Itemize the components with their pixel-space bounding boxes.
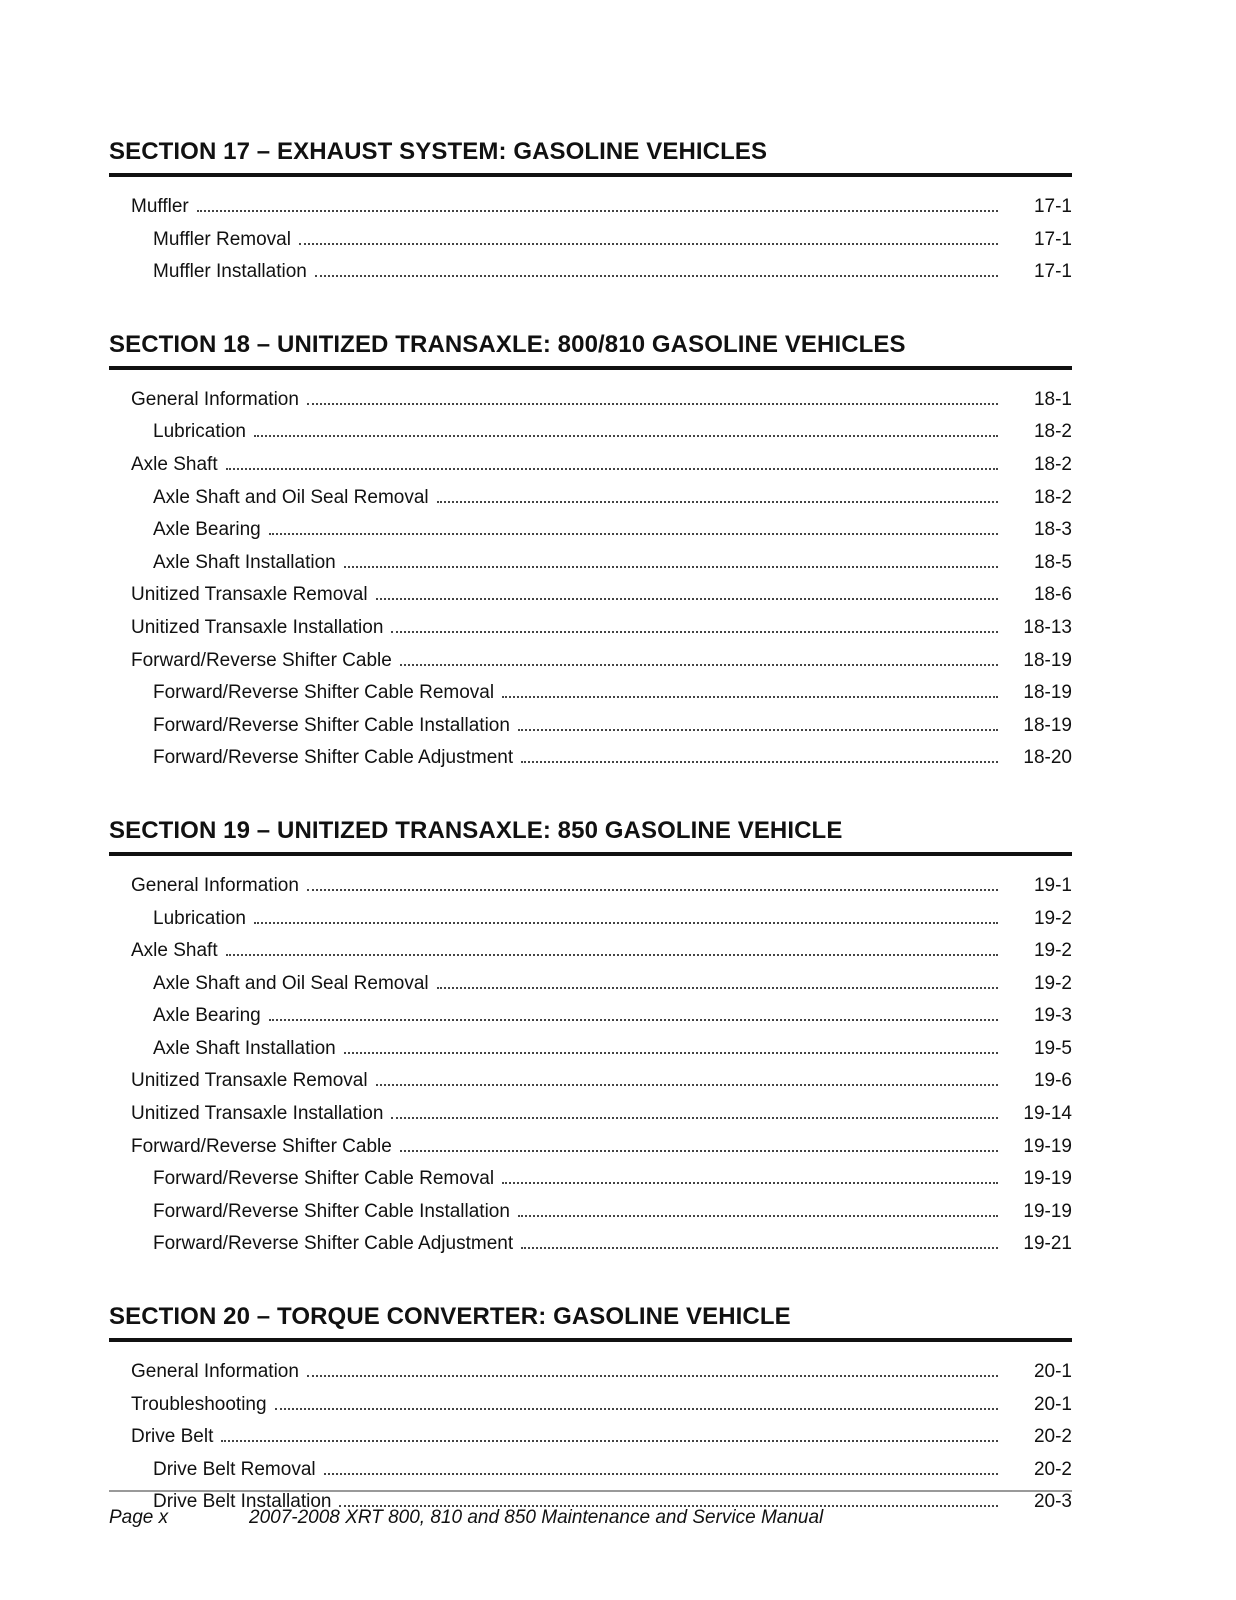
toc-entry-page-number: 17-1 [1033, 228, 1072, 250]
toc-entry-title: Forward/Reverse Shifter Cable Adjustment [153, 1233, 514, 1255]
dot-leader [344, 547, 998, 568]
toc-entry-title: Axle Shaft and Oil Seal Removal [153, 486, 429, 508]
toc-entry[interactable] [109, 1000, 1072, 1033]
toc-entry[interactable] [109, 482, 1072, 515]
toc-entry-page-number: 18-20 [1023, 747, 1072, 769]
toc-section [109, 327, 1072, 813]
toc-entry-title: Axle Shaft [131, 940, 218, 962]
toc-entry-page-number: 18-19 [1023, 714, 1072, 736]
dot-leader [502, 677, 998, 698]
toc-entry-page-number: 19-1 [1033, 874, 1072, 896]
toc-entry-page-number: 18-5 [1033, 551, 1072, 573]
dot-leader [521, 1228, 998, 1249]
toc-entry-page-number: 20-1 [1033, 1361, 1072, 1383]
toc-entry-page-number: 20-3 [1033, 1491, 1072, 1513]
toc-entry[interactable] [109, 416, 1072, 449]
toc-entry-page-number: 19-21 [1023, 1233, 1072, 1255]
toc-entry-title: General Information [131, 874, 299, 896]
toc-entry-page-number: 18-1 [1033, 388, 1072, 410]
toc-entry[interactable] [109, 547, 1072, 580]
footer-page-number: Page x [109, 1507, 169, 1528]
toc-entry[interactable] [109, 612, 1072, 645]
dot-leader [437, 968, 998, 989]
toc-entry[interactable] [109, 1131, 1072, 1164]
toc-entry-page-number: 18-3 [1033, 519, 1072, 541]
toc-entry-title: Axle Shaft and Oil Seal Removal [153, 972, 429, 994]
toc-entry-title: Axle Shaft Installation [153, 551, 336, 573]
toc-entry-page-number: 19-19 [1023, 1168, 1072, 1190]
toc-entry-page-number: 19-3 [1033, 1005, 1072, 1027]
dot-leader [400, 1131, 998, 1152]
toc-entry-page-number: 20-2 [1033, 1426, 1072, 1448]
toc-entry-title: General Information [131, 1361, 299, 1383]
dot-leader [226, 935, 998, 956]
toc-entry[interactable] [109, 968, 1072, 1001]
toc-entry-page-number: 19-2 [1033, 907, 1072, 929]
toc-entry[interactable] [109, 1228, 1072, 1261]
dot-leader [269, 514, 998, 535]
footer-manual-title: 2007-2008 XRT 800, 810 and 850 Maintenance and Service Manual [249, 1507, 824, 1528]
toc-entry-page-number: 19-19 [1023, 1200, 1072, 1222]
dot-leader [521, 742, 998, 763]
dot-leader [376, 1065, 998, 1086]
toc-entry-title: Forward/Reverse Shifter Cable Removal [153, 682, 495, 704]
section-heading: SECTION 17 – EXHAUST SYSTEM: GASOLINE VEHICLES [109, 134, 1072, 177]
toc-entry-page-number: 18-2 [1033, 453, 1072, 475]
toc-entry-title: Forward/Reverse Shifter Cable [131, 1135, 392, 1157]
toc-entry[interactable] [109, 1033, 1072, 1066]
toc-entry[interactable] [109, 1098, 1072, 1131]
toc-entry-list [109, 1342, 1072, 1533]
toc-entry[interactable] [109, 903, 1072, 936]
toc-entry[interactable] [109, 1454, 1072, 1487]
footer-divider [109, 1490, 1072, 1492]
toc-entry[interactable] [109, 870, 1072, 903]
toc-entry-page-number: 19-19 [1023, 1135, 1072, 1157]
toc-entry[interactable] [109, 1356, 1072, 1389]
toc-entry[interactable] [109, 449, 1072, 482]
dot-leader [344, 1033, 998, 1054]
toc-entry[interactable] [109, 384, 1072, 417]
toc-entry-title: Muffler Removal [153, 228, 291, 250]
toc-entry-page-number: 18-13 [1023, 616, 1072, 638]
dot-leader [275, 1389, 998, 1410]
toc-entry-page-number: 20-2 [1033, 1458, 1072, 1480]
toc-section [109, 1299, 1072, 1533]
toc-entry[interactable] [109, 579, 1072, 612]
toc-entry-title: Axle Shaft Installation [153, 1037, 336, 1059]
section-heading: SECTION 20 – TORQUE CONVERTER: GASOLINE VEHICLE [109, 1299, 1072, 1342]
section-heading: SECTION 18 – UNITIZED TRANSAXLE: 800/810 GASOLINE VEHICLES [109, 327, 1072, 370]
toc-entry[interactable] [109, 742, 1072, 775]
toc-entry-title: Drive Belt [131, 1426, 214, 1448]
toc-entry-title: Drive Belt Installation [153, 1491, 332, 1513]
dot-leader [391, 612, 998, 633]
section-heading: SECTION 19 – UNITIZED TRANSAXLE: 850 GASOLINE VEHICLE [109, 813, 1072, 856]
dot-leader [226, 449, 998, 470]
toc-entry[interactable] [109, 1389, 1072, 1422]
toc-entry-title: Forward/Reverse Shifter Cable Removal [153, 1168, 495, 1190]
dot-leader [376, 579, 998, 600]
toc-entry[interactable] [109, 1196, 1072, 1229]
dot-leader [518, 710, 998, 731]
toc-entry-list [109, 856, 1072, 1299]
dot-leader [197, 191, 998, 212]
toc-entry-title: Unitized Transaxle Removal [131, 584, 368, 606]
toc-entry-page-number: 19-5 [1033, 1037, 1072, 1059]
toc-entry-title: Lubrication [153, 421, 246, 443]
toc-entry-page-number: 17-1 [1033, 261, 1072, 283]
toc-entry-list [109, 370, 1072, 813]
toc-entry-title: Forward/Reverse Shifter Cable Installation [153, 1200, 510, 1222]
toc-entry[interactable] [109, 224, 1072, 257]
toc-entry-title: Forward/Reverse Shifter Cable Adjustment [153, 747, 514, 769]
toc-entry[interactable] [109, 1163, 1072, 1196]
toc-entry-page-number: 20-1 [1033, 1393, 1072, 1415]
toc-entry-title: Axle Shaft [131, 453, 218, 475]
dot-leader [307, 384, 998, 405]
toc-entry-page-number: 17-1 [1033, 196, 1072, 217]
toc-entry-title: Drive Belt Removal [153, 1458, 316, 1480]
toc-entry-title: Unitized Transaxle Installation [131, 1103, 384, 1125]
toc-entry-title: Axle Bearing [153, 519, 261, 541]
toc-entry[interactable] [109, 645, 1072, 678]
dot-leader [518, 1196, 998, 1217]
dot-leader [254, 416, 998, 437]
toc-entry-page-number: 18-19 [1023, 682, 1072, 704]
toc-entry-page-number: 19-2 [1033, 972, 1072, 994]
toc-section [109, 134, 1072, 327]
toc-entry-list [109, 177, 1072, 327]
toc-entry-page-number: 19-14 [1023, 1103, 1072, 1125]
dot-leader [307, 1356, 998, 1377]
toc-entry[interactable] [109, 710, 1072, 743]
toc-entry-title: Unitized Transaxle Installation [131, 616, 384, 638]
toc-entry-title: Muffler [131, 196, 189, 217]
toc-entry-page-number: 19-6 [1033, 1070, 1072, 1092]
dot-leader [502, 1163, 998, 1184]
dot-leader [307, 870, 998, 891]
toc-entry-title: Forward/Reverse Shifter Cable Installation [153, 714, 510, 736]
toc-entry[interactable] [109, 256, 1072, 289]
dot-leader [400, 645, 998, 666]
toc-entry-page-number: 18-19 [1023, 649, 1072, 671]
toc-entry-title: Muffler Installation [153, 261, 307, 283]
toc-section [109, 813, 1072, 1299]
toc-entry[interactable] [109, 677, 1072, 710]
toc-entry-title: Troubleshooting [131, 1393, 267, 1415]
dot-leader [254, 903, 998, 924]
dot-leader [269, 1000, 998, 1021]
dot-leader [324, 1454, 998, 1475]
dot-leader [437, 482, 998, 503]
toc-entry[interactable] [109, 191, 1072, 224]
toc-entry[interactable] [109, 935, 1072, 968]
dot-leader [221, 1421, 998, 1442]
dot-leader [299, 224, 998, 245]
toc-entry-title: General Information [131, 388, 299, 410]
toc-entry[interactable] [109, 1065, 1072, 1098]
toc-entry[interactable] [109, 514, 1072, 547]
toc-entry[interactable] [109, 1421, 1072, 1454]
toc-entry-title: Forward/Reverse Shifter Cable [131, 649, 392, 671]
toc-entry-title: Lubrication [153, 907, 246, 929]
toc-entry-title: Axle Bearing [153, 1005, 261, 1027]
dot-leader [391, 1098, 998, 1119]
toc-entry-page-number: 18-6 [1033, 584, 1072, 606]
table-of-contents [109, 134, 1072, 1533]
toc-entry-page-number: 19-2 [1033, 940, 1072, 962]
toc-entry-title: Unitized Transaxle Removal [131, 1070, 368, 1092]
toc-entry-page-number: 18-2 [1033, 486, 1072, 508]
dot-leader [315, 256, 998, 277]
toc-entry-page-number: 18-2 [1033, 421, 1072, 443]
